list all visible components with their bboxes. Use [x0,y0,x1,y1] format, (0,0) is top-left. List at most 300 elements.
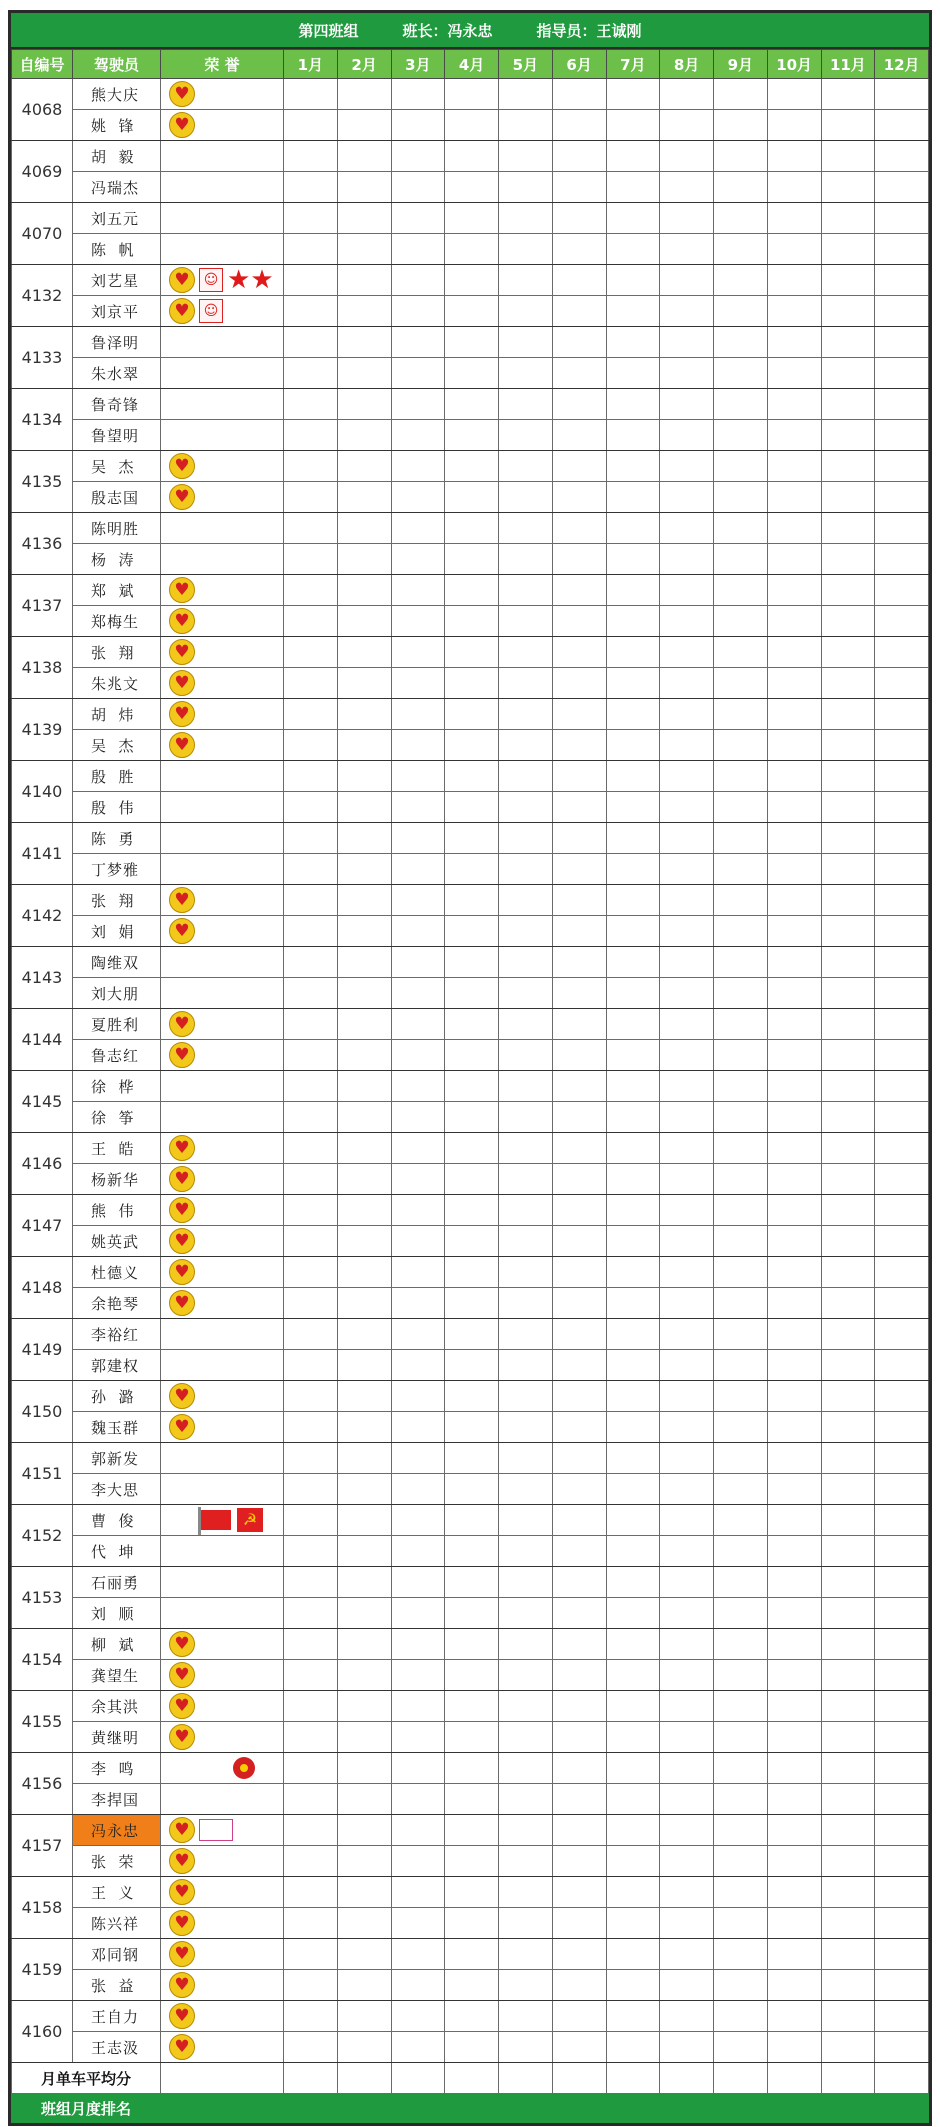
month-score-cell[interactable] [552,79,606,110]
month-score-cell[interactable] [445,1226,499,1257]
month-score-cell[interactable] [499,1319,553,1350]
month-score-cell[interactable] [767,172,821,203]
month-score-cell[interactable] [391,1226,445,1257]
month-score-cell[interactable] [337,513,391,544]
month-score-cell[interactable] [284,761,338,792]
month-score-cell[interactable] [284,1567,338,1598]
month-score-cell[interactable] [875,1319,929,1350]
month-score-cell[interactable] [714,172,768,203]
month-score-cell[interactable] [552,451,606,482]
month-score-cell[interactable] [284,296,338,327]
month-score-cell[interactable] [714,451,768,482]
month-score-cell[interactable] [445,947,499,978]
month-score-cell[interactable] [391,1412,445,1443]
month-score-cell[interactable] [499,1970,553,2001]
month-score-cell[interactable] [284,575,338,606]
month-score-cell[interactable] [552,1474,606,1505]
month-score-cell[interactable] [606,2001,660,2032]
month-score-cell[interactable] [821,2001,875,2032]
month-score-cell[interactable] [284,854,338,885]
month-score-cell[interactable] [284,1536,338,1567]
month-score-cell[interactable] [499,699,553,730]
month-score-cell[interactable] [337,1598,391,1629]
month-score-cell[interactable] [875,1691,929,1722]
month-score-cell[interactable] [660,513,714,544]
month-score-cell[interactable] [284,1660,338,1691]
month-score-cell[interactable] [284,1598,338,1629]
month-score-cell[interactable] [606,1040,660,1071]
month-score-cell[interactable] [875,2001,929,2032]
month-score-cell[interactable] [660,730,714,761]
month-score-cell[interactable] [445,1350,499,1381]
month-score-cell[interactable] [821,1071,875,1102]
month-score-cell[interactable] [767,1040,821,1071]
month-score-cell[interactable] [767,1660,821,1691]
month-score-cell[interactable] [660,1970,714,2001]
month-score-cell[interactable] [552,947,606,978]
month-score-cell[interactable] [714,761,768,792]
month-score-cell[interactable] [552,606,606,637]
month-score-cell[interactable] [606,792,660,823]
month-score-cell[interactable] [767,854,821,885]
month-score-cell[interactable] [714,2001,768,2032]
month-score-cell[interactable] [767,1722,821,1753]
month-score-cell[interactable] [821,1660,875,1691]
month-score-cell[interactable] [284,1226,338,1257]
month-score-cell[interactable] [821,1133,875,1164]
month-score-cell[interactable] [660,1474,714,1505]
month-score-cell[interactable] [606,2032,660,2063]
month-score-cell[interactable] [284,823,338,854]
month-score-cell[interactable] [606,265,660,296]
month-score-cell[interactable] [337,1226,391,1257]
month-score-cell[interactable] [660,1536,714,1567]
month-score-cell[interactable] [606,1567,660,1598]
month-score-cell[interactable] [391,668,445,699]
month-score-cell[interactable] [875,544,929,575]
month-score-cell[interactable] [445,1877,499,1908]
month-score-cell[interactable] [337,482,391,513]
month-score-cell[interactable] [875,1660,929,1691]
month-score-cell[interactable] [767,761,821,792]
month-score-cell[interactable] [606,575,660,606]
month-score-cell[interactable] [606,978,660,1009]
month-score-cell[interactable] [445,1071,499,1102]
month-score-cell[interactable] [606,1753,660,1784]
month-score-cell[interactable] [714,1660,768,1691]
month-score-cell[interactable] [767,1877,821,1908]
month-score-cell[interactable] [821,1288,875,1319]
month-score-cell[interactable] [391,1970,445,2001]
month-score-cell[interactable] [391,513,445,544]
month-score-cell[interactable] [552,823,606,854]
month-score-cell[interactable] [391,451,445,482]
month-score-cell[interactable] [767,575,821,606]
month-score-cell[interactable] [767,1350,821,1381]
month-score-cell[interactable] [821,1877,875,1908]
month-score-cell[interactable] [660,1598,714,1629]
month-score-cell[interactable] [337,1319,391,1350]
month-score-cell[interactable] [284,327,338,358]
month-score-cell[interactable] [337,854,391,885]
month-score-cell[interactable] [391,110,445,141]
month-score-cell[interactable] [767,482,821,513]
month-score-cell[interactable] [552,1319,606,1350]
month-score-cell[interactable] [606,1815,660,1846]
month-score-cell[interactable] [337,699,391,730]
month-score-cell[interactable] [767,513,821,544]
month-score-cell[interactable] [821,1195,875,1226]
month-score-cell[interactable] [337,234,391,265]
month-score-cell[interactable] [767,1319,821,1350]
month-score-cell[interactable] [284,978,338,1009]
month-score-cell[interactable] [499,1784,553,1815]
month-score-cell[interactable] [767,792,821,823]
month-score-cell[interactable] [499,1288,553,1319]
month-score-cell[interactable] [606,1598,660,1629]
month-score-cell[interactable] [767,1846,821,1877]
month-score-cell[interactable] [660,2032,714,2063]
month-score-cell[interactable] [552,1722,606,1753]
month-score-cell[interactable] [284,1009,338,1040]
month-score-cell[interactable] [284,1877,338,1908]
month-score-cell[interactable] [821,420,875,451]
month-score-cell[interactable] [875,389,929,420]
month-score-cell[interactable] [499,1505,553,1536]
month-score-cell[interactable] [499,141,553,172]
month-score-cell[interactable] [284,234,338,265]
month-score-cell[interactable] [284,389,338,420]
month-score-cell[interactable] [284,1319,338,1350]
month-score-cell[interactable] [337,79,391,110]
month-score-cell[interactable] [552,1288,606,1319]
month-score-cell[interactable] [875,327,929,358]
month-score-cell[interactable] [284,1846,338,1877]
month-score-cell[interactable] [821,885,875,916]
month-score-cell[interactable] [391,327,445,358]
month-score-cell[interactable] [337,1753,391,1784]
month-score-cell[interactable] [391,1288,445,1319]
month-score-cell[interactable] [606,916,660,947]
month-score-cell[interactable] [499,265,553,296]
month-score-cell[interactable] [767,1536,821,1567]
month-score-cell[interactable] [821,1350,875,1381]
month-score-cell[interactable] [499,637,553,668]
month-score-cell[interactable] [499,1660,553,1691]
month-score-cell[interactable] [499,1691,553,1722]
month-score-cell[interactable] [337,1660,391,1691]
month-score-cell[interactable] [445,1505,499,1536]
month-score-cell[interactable] [391,296,445,327]
month-score-cell[interactable] [445,79,499,110]
month-score-cell[interactable] [660,296,714,327]
month-score-cell[interactable] [606,513,660,544]
month-score-cell[interactable] [499,358,553,389]
month-score-cell[interactable] [552,358,606,389]
month-score-cell[interactable] [660,668,714,699]
month-score-cell[interactable] [552,2032,606,2063]
month-score-cell[interactable] [552,2001,606,2032]
month-score-cell[interactable] [552,1381,606,1412]
month-score-cell[interactable] [499,389,553,420]
month-score-cell[interactable] [660,327,714,358]
month-score-cell[interactable] [714,1877,768,1908]
month-score-cell[interactable] [499,1443,553,1474]
month-score-cell[interactable] [391,1722,445,1753]
month-score-cell[interactable] [391,1443,445,1474]
month-score-cell[interactable] [499,296,553,327]
month-score-cell[interactable] [875,203,929,234]
month-score-cell[interactable] [391,637,445,668]
month-score-cell[interactable] [821,544,875,575]
month-score-cell[interactable] [767,1226,821,1257]
month-score-cell[interactable] [660,1629,714,1660]
month-score-cell[interactable] [821,1040,875,1071]
month-score-cell[interactable] [391,916,445,947]
month-score-cell[interactable] [714,1350,768,1381]
month-score-cell[interactable] [821,1970,875,2001]
month-score-cell[interactable] [821,1319,875,1350]
month-score-cell[interactable] [552,637,606,668]
month-score-cell[interactable] [391,1753,445,1784]
month-score-cell[interactable] [552,296,606,327]
month-score-cell[interactable] [337,358,391,389]
month-score-cell[interactable] [552,1102,606,1133]
month-score-cell[interactable] [284,1412,338,1443]
month-score-cell[interactable] [391,2032,445,2063]
month-score-cell[interactable] [337,451,391,482]
month-score-cell[interactable] [391,358,445,389]
month-score-cell[interactable] [552,141,606,172]
month-score-cell[interactable] [660,1753,714,1784]
month-score-cell[interactable] [284,482,338,513]
month-score-cell[interactable] [767,265,821,296]
month-score-cell[interactable] [284,79,338,110]
month-score-cell[interactable] [445,1474,499,1505]
month-score-cell[interactable] [445,575,499,606]
month-score-cell[interactable] [660,854,714,885]
month-score-cell[interactable] [391,141,445,172]
month-score-cell[interactable] [821,2032,875,2063]
month-score-cell[interactable] [391,1536,445,1567]
month-score-cell[interactable] [767,451,821,482]
month-score-cell[interactable] [821,1226,875,1257]
month-score-cell[interactable] [767,1288,821,1319]
month-score-cell[interactable] [660,1350,714,1381]
month-score-cell[interactable] [391,947,445,978]
month-score-cell[interactable] [499,1846,553,1877]
month-score-cell[interactable] [875,1629,929,1660]
month-score-cell[interactable] [606,823,660,854]
month-score-cell[interactable] [821,916,875,947]
month-score-cell[interactable] [499,1815,553,1846]
month-score-cell[interactable] [767,1071,821,1102]
month-score-cell[interactable] [875,482,929,513]
month-score-cell[interactable] [660,1939,714,1970]
month-score-cell[interactable] [445,2032,499,2063]
month-score-cell[interactable] [821,947,875,978]
month-score-cell[interactable] [552,110,606,141]
month-score-cell[interactable] [875,947,929,978]
month-score-cell[interactable] [714,1133,768,1164]
month-score-cell[interactable] [499,1753,553,1784]
month-score-cell[interactable] [337,1412,391,1443]
month-score-cell[interactable] [337,1040,391,1071]
month-score-cell[interactable] [606,1350,660,1381]
month-score-cell[interactable] [445,606,499,637]
month-score-cell[interactable] [660,761,714,792]
month-score-cell[interactable] [445,699,499,730]
month-score-cell[interactable] [714,1815,768,1846]
month-score-cell[interactable] [552,1598,606,1629]
month-score-cell[interactable] [499,1381,553,1412]
month-score-cell[interactable] [499,1629,553,1660]
month-score-cell[interactable] [337,420,391,451]
month-score-cell[interactable] [552,1505,606,1536]
month-score-cell[interactable] [445,1846,499,1877]
month-score-cell[interactable] [714,792,768,823]
month-score-cell[interactable] [445,1319,499,1350]
month-score-cell[interactable] [445,1722,499,1753]
month-score-cell[interactable] [821,637,875,668]
month-score-cell[interactable] [660,885,714,916]
month-score-cell[interactable] [552,482,606,513]
month-score-cell[interactable] [337,1133,391,1164]
month-score-cell[interactable] [875,1195,929,1226]
month-score-cell[interactable] [767,1908,821,1939]
month-score-cell[interactable] [445,1257,499,1288]
month-score-cell[interactable] [445,761,499,792]
month-score-cell[interactable] [552,575,606,606]
month-score-cell[interactable] [821,110,875,141]
month-score-cell[interactable] [445,1288,499,1319]
month-score-cell[interactable] [284,2032,338,2063]
month-score-cell[interactable] [391,1164,445,1195]
month-score-cell[interactable] [606,1877,660,1908]
month-score-cell[interactable] [821,1412,875,1443]
month-score-cell[interactable] [552,916,606,947]
month-score-cell[interactable] [499,792,553,823]
month-score-cell[interactable] [337,947,391,978]
month-score-cell[interactable] [660,79,714,110]
month-score-cell[interactable] [660,1505,714,1536]
month-score-cell[interactable] [660,916,714,947]
month-score-cell[interactable] [445,389,499,420]
month-score-cell[interactable] [552,1784,606,1815]
month-score-cell[interactable] [337,1474,391,1505]
month-score-cell[interactable] [606,358,660,389]
month-score-cell[interactable] [714,699,768,730]
month-score-cell[interactable] [445,792,499,823]
month-score-cell[interactable] [660,1877,714,1908]
month-score-cell[interactable] [284,1629,338,1660]
month-score-cell[interactable] [660,1040,714,1071]
month-score-cell[interactable] [552,1691,606,1722]
month-score-cell[interactable] [714,1319,768,1350]
month-score-cell[interactable] [606,203,660,234]
month-score-cell[interactable] [821,854,875,885]
month-score-cell[interactable] [875,1939,929,1970]
month-score-cell[interactable] [499,1040,553,1071]
month-score-cell[interactable] [660,1102,714,1133]
month-score-cell[interactable] [391,2001,445,2032]
month-score-cell[interactable] [660,1009,714,1040]
month-score-cell[interactable] [875,978,929,1009]
month-score-cell[interactable] [284,544,338,575]
month-score-cell[interactable] [552,885,606,916]
month-score-cell[interactable] [714,823,768,854]
month-score-cell[interactable] [284,1071,338,1102]
month-score-cell[interactable] [660,1288,714,1319]
month-score-cell[interactable] [499,947,553,978]
month-score-cell[interactable] [875,234,929,265]
month-score-cell[interactable] [337,1009,391,1040]
month-score-cell[interactable] [552,1970,606,2001]
month-score-cell[interactable] [767,1443,821,1474]
month-score-cell[interactable] [714,1071,768,1102]
month-score-cell[interactable] [552,1846,606,1877]
month-score-cell[interactable] [284,110,338,141]
month-score-cell[interactable] [606,761,660,792]
month-score-cell[interactable] [552,172,606,203]
month-score-cell[interactable] [552,1629,606,1660]
month-score-cell[interactable] [391,792,445,823]
month-score-cell[interactable] [660,637,714,668]
month-score-cell[interactable] [875,1226,929,1257]
month-score-cell[interactable] [606,1412,660,1443]
month-score-cell[interactable] [552,234,606,265]
month-score-cell[interactable] [499,172,553,203]
month-score-cell[interactable] [821,575,875,606]
month-score-cell[interactable] [445,1939,499,1970]
month-score-cell[interactable] [714,1908,768,1939]
month-score-cell[interactable] [821,1443,875,1474]
month-score-cell[interactable] [391,234,445,265]
month-score-cell[interactable] [767,1381,821,1412]
month-score-cell[interactable] [337,544,391,575]
month-score-cell[interactable] [714,1970,768,2001]
month-score-cell[interactable] [391,1505,445,1536]
month-score-cell[interactable] [821,1164,875,1195]
month-score-cell[interactable] [337,296,391,327]
month-score-cell[interactable] [337,1846,391,1877]
month-score-cell[interactable] [391,1629,445,1660]
month-score-cell[interactable] [767,606,821,637]
month-score-cell[interactable] [499,1939,553,1970]
month-score-cell[interactable] [767,978,821,1009]
month-score-cell[interactable] [875,513,929,544]
month-score-cell[interactable] [660,1660,714,1691]
month-score-cell[interactable] [284,1784,338,1815]
month-score-cell[interactable] [606,1908,660,1939]
month-score-cell[interactable] [875,110,929,141]
month-score-cell[interactable] [821,1629,875,1660]
month-score-cell[interactable] [606,389,660,420]
month-score-cell[interactable] [821,358,875,389]
month-score-cell[interactable] [284,1722,338,1753]
month-score-cell[interactable] [875,1474,929,1505]
month-score-cell[interactable] [821,296,875,327]
month-score-cell[interactable] [391,389,445,420]
month-score-cell[interactable] [875,1567,929,1598]
month-score-cell[interactable] [391,1350,445,1381]
month-score-cell[interactable] [552,327,606,358]
month-score-cell[interactable] [337,1164,391,1195]
month-score-cell[interactable] [606,141,660,172]
month-score-cell[interactable] [499,1164,553,1195]
month-score-cell[interactable] [391,575,445,606]
month-score-cell[interactable] [875,699,929,730]
